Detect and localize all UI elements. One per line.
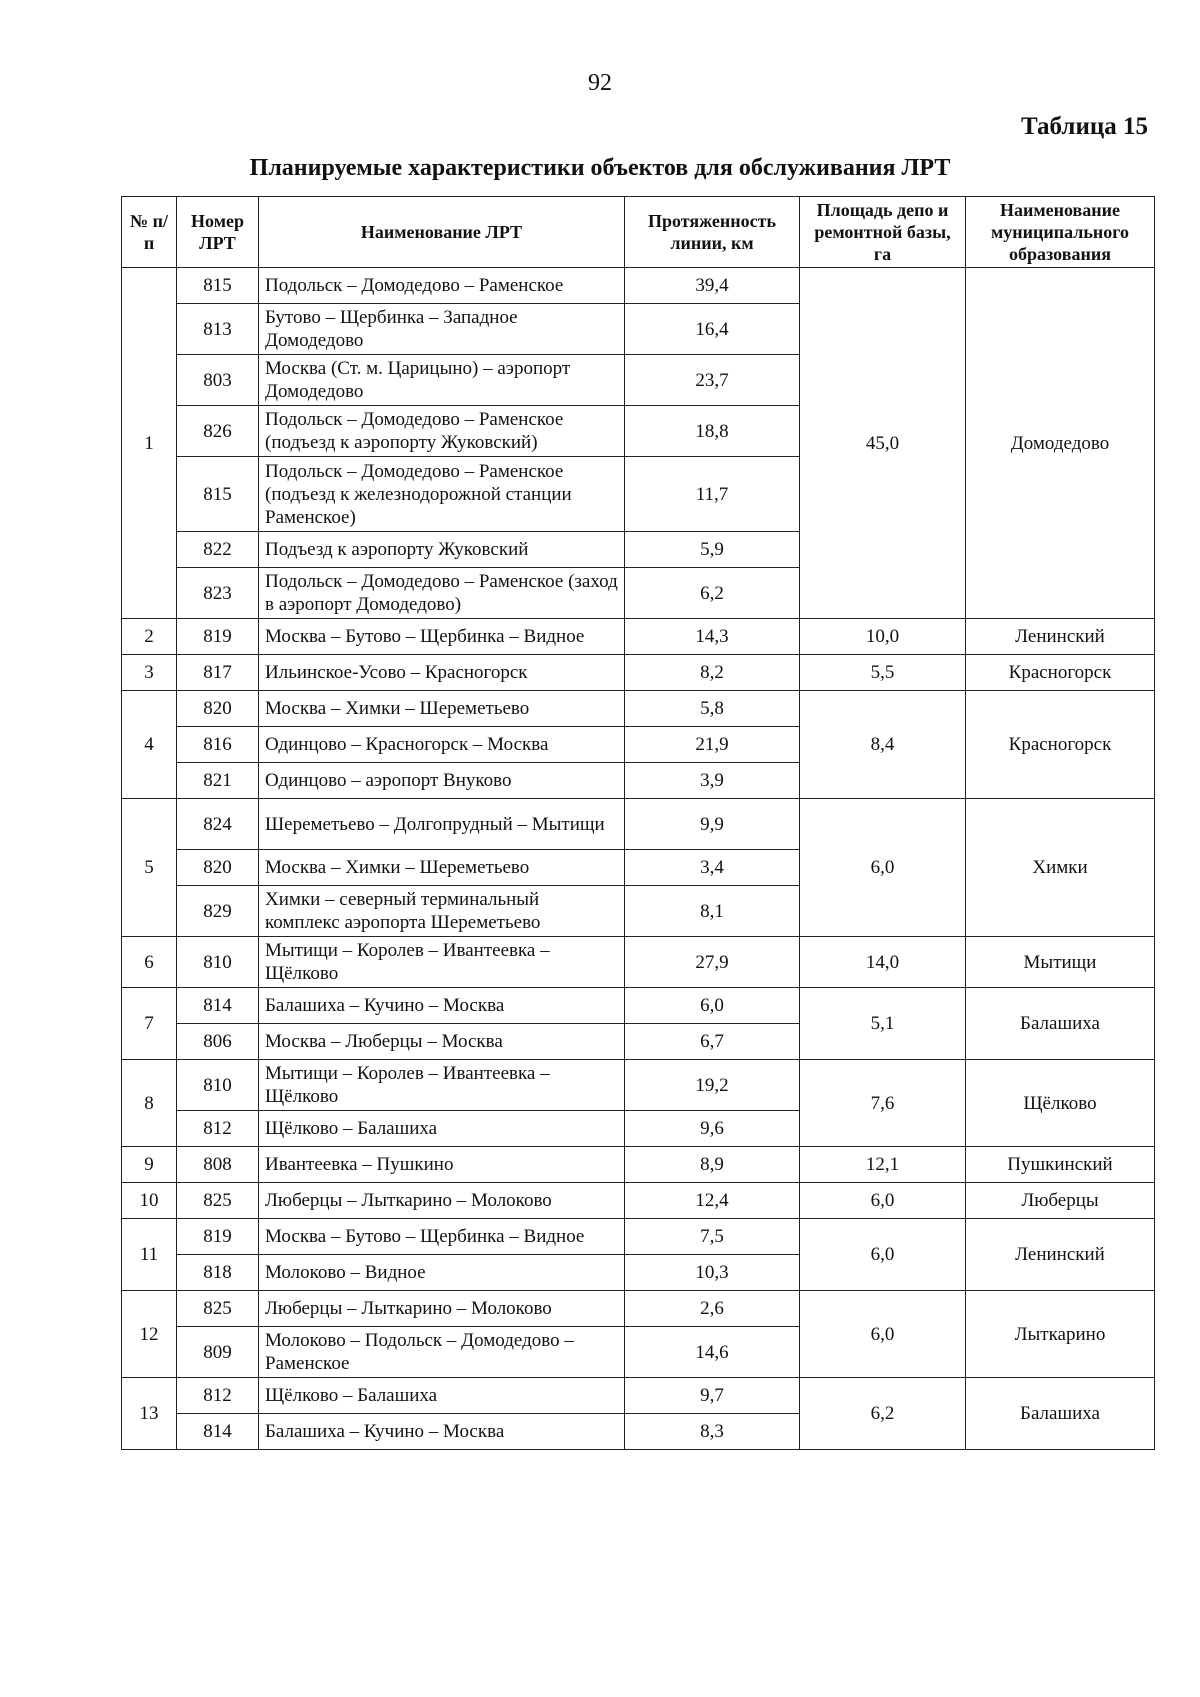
cell-lrt-name: Москва (Ст. м. Царицыно) – аэропорт Домодедово: [259, 355, 625, 406]
cell-lrt-name: Подольск – Домодедово – Раменское (заход в аэропорт Домодедово): [259, 568, 625, 619]
table-row: [122, 1183, 1155, 1219]
cell-length: 6,2: [625, 568, 800, 619]
cell-num: 13: [122, 1378, 177, 1450]
cell-lrt-name: Балашиха – Кучино – Москва: [259, 988, 625, 1024]
table-row: [122, 988, 1155, 1024]
table-label: Таблица 15: [1020, 113, 1148, 140]
cell-lrt-name: Молоково – Видное: [259, 1255, 625, 1291]
cell-depot-area: 5,5: [800, 655, 966, 691]
cell-length: 8,3: [625, 1414, 800, 1450]
cell-lrt-name: Люберцы – Лыткарино – Молоково: [259, 1291, 625, 1327]
table-row: [122, 937, 1155, 988]
header-municipality: Наименование муниципального образования: [966, 197, 1155, 268]
cell-lrt-number: 814: [177, 1414, 259, 1450]
cell-municipality: Щёлково: [966, 1060, 1155, 1147]
cell-lrt-number: 824: [177, 799, 259, 850]
cell-lrt-number: 803: [177, 355, 259, 406]
cell-lrt-number: 812: [177, 1378, 259, 1414]
cell-lrt-number: 810: [177, 1060, 259, 1111]
cell-length: 21,9: [625, 727, 800, 763]
cell-length: 14,3: [625, 619, 800, 655]
cell-length: 7,5: [625, 1219, 800, 1255]
table-row: [122, 1219, 1155, 1255]
table-row: [122, 799, 1155, 850]
cell-lrt-number: 810: [177, 937, 259, 988]
cell-lrt-number: 806: [177, 1024, 259, 1060]
cell-lrt-number: 820: [177, 691, 259, 727]
cell-length: 18,8: [625, 406, 800, 457]
cell-lrt-number: 821: [177, 763, 259, 799]
cell-municipality: Химки: [966, 799, 1155, 937]
header-lrt-number: Номер ЛРТ: [177, 197, 259, 268]
cell-lrt-number: 823: [177, 568, 259, 619]
cell-length: 6,7: [625, 1024, 800, 1060]
cell-num: 6: [122, 937, 177, 988]
cell-lrt-number: 825: [177, 1291, 259, 1327]
cell-length: 6,0: [625, 988, 800, 1024]
cell-length: 19,2: [625, 1060, 800, 1111]
cell-lrt-number: 829: [177, 886, 259, 937]
header-lrt-name: Наименование ЛРТ: [259, 197, 625, 268]
cell-municipality: Люберцы: [966, 1183, 1155, 1219]
cell-lrt-name: Балашиха – Кучино – Москва: [259, 1414, 625, 1450]
cell-depot-area: 6,0: [800, 1291, 966, 1378]
cell-num: 9: [122, 1147, 177, 1183]
cell-lrt-name: Подольск – Домодедово – Раменское (подъезд к аэропорту Жуковский): [259, 406, 625, 457]
cell-depot-area: 6,0: [800, 1183, 966, 1219]
cell-depot-area: 6,2: [800, 1378, 966, 1450]
cell-length: 23,7: [625, 355, 800, 406]
cell-lrt-name: Подъезд к аэропорту Жуковский: [259, 532, 625, 568]
cell-lrt-name: Ивантеевка – Пушкино: [259, 1147, 625, 1183]
cell-lrt-number: 817: [177, 655, 259, 691]
cell-num: 2: [122, 619, 177, 655]
cell-depot-area: 12,1: [800, 1147, 966, 1183]
cell-num: 4: [122, 691, 177, 799]
cell-lrt-name: Люберцы – Лыткарино – Молоково: [259, 1183, 625, 1219]
cell-municipality: Пушкинский: [966, 1147, 1155, 1183]
cell-length: 16,4: [625, 304, 800, 355]
page-number: 92: [588, 70, 612, 96]
cell-depot-area: 5,1: [800, 988, 966, 1060]
cell-length: 9,9: [625, 799, 800, 850]
cell-length: 8,2: [625, 655, 800, 691]
header-length: Протяженность линии, км: [625, 197, 800, 268]
cell-lrt-name: Молоково – Подольск – Домодедово – Раменское: [259, 1327, 625, 1378]
table-body: [122, 268, 1155, 1450]
cell-lrt-name: Москва – Химки – Шереметьево: [259, 691, 625, 727]
cell-length: 9,6: [625, 1111, 800, 1147]
cell-lrt-name: Москва – Химки – Шереметьево: [259, 850, 625, 886]
cell-depot-area: 45,0: [800, 268, 966, 619]
cell-lrt-number: 826: [177, 406, 259, 457]
cell-depot-area: 14,0: [800, 937, 966, 988]
cell-lrt-number: 816: [177, 727, 259, 763]
cell-length: 2,6: [625, 1291, 800, 1327]
cell-lrt-number: 809: [177, 1327, 259, 1378]
cell-municipality: Ленинский: [966, 1219, 1155, 1291]
cell-municipality: Балашиха: [966, 988, 1155, 1060]
cell-length: 5,9: [625, 532, 800, 568]
cell-municipality: Балашиха: [966, 1378, 1155, 1450]
cell-length: 11,7: [625, 457, 800, 532]
lrt-table: [121, 196, 1155, 1450]
table-row: [122, 1147, 1155, 1183]
table-row: [122, 619, 1155, 655]
cell-depot-area: 7,6: [800, 1060, 966, 1147]
cell-lrt-number: 813: [177, 304, 259, 355]
cell-num: 3: [122, 655, 177, 691]
cell-length: 3,4: [625, 850, 800, 886]
table-row: [122, 691, 1155, 727]
cell-length: 3,9: [625, 763, 800, 799]
cell-lrt-name: Химки – северный терминальный комплекс аэропорта Шереметьево: [259, 886, 625, 937]
cell-lrt-name: Москва – Бутово – Щербинка – Видное: [259, 1219, 625, 1255]
cell-num: 5: [122, 799, 177, 937]
cell-num: 10: [122, 1183, 177, 1219]
cell-lrt-number: 812: [177, 1111, 259, 1147]
cell-length: 5,8: [625, 691, 800, 727]
cell-length: 8,9: [625, 1147, 800, 1183]
cell-lrt-number: 814: [177, 988, 259, 1024]
table-row: [122, 268, 1155, 304]
cell-lrt-name: Ильинское-Усово – Красногорск: [259, 655, 625, 691]
cell-lrt-name: Мытищи – Королев – Ивантеевка – Щёлково: [259, 937, 625, 988]
cell-lrt-number: 819: [177, 1219, 259, 1255]
table-row: [122, 1291, 1155, 1327]
cell-lrt-number: 825: [177, 1183, 259, 1219]
cell-length: 39,4: [625, 268, 800, 304]
cell-lrt-number: 808: [177, 1147, 259, 1183]
cell-lrt-name: Подольск – Домодедово – Раменское: [259, 268, 625, 304]
cell-depot-area: 6,0: [800, 1219, 966, 1291]
cell-depot-area: 8,4: [800, 691, 966, 799]
cell-municipality: Красногорск: [966, 691, 1155, 799]
cell-length: 9,7: [625, 1378, 800, 1414]
cell-lrt-number: 815: [177, 268, 259, 304]
header-depot-area: Площадь депо и ремонтной базы, га: [800, 197, 966, 268]
cell-lrt-name: Щёлково – Балашиха: [259, 1378, 625, 1414]
cell-lrt-number: 822: [177, 532, 259, 568]
table-row: [122, 1378, 1155, 1414]
cell-depot-area: 10,0: [800, 619, 966, 655]
table-row: [122, 655, 1155, 691]
cell-lrt-name: Подольск – Домодедово – Раменское (подъезд к железнодорожной станции Раменское): [259, 457, 625, 532]
table-header: [122, 197, 1155, 268]
cell-length: 8,1: [625, 886, 800, 937]
header-num: № п/п: [122, 197, 177, 268]
cell-lrt-name: Бутово – Щербинка – Западное Домодедово: [259, 304, 625, 355]
cell-num: 7: [122, 988, 177, 1060]
cell-lrt-name: Одинцово – аэропорт Внуково: [259, 763, 625, 799]
cell-municipality: Красногорск: [966, 655, 1155, 691]
cell-num: 1: [122, 268, 177, 619]
cell-lrt-name: Москва – Люберцы – Москва: [259, 1024, 625, 1060]
cell-municipality: Лыткарино: [966, 1291, 1155, 1378]
cell-lrt-number: 815: [177, 457, 259, 532]
cell-municipality: Домодедово: [966, 268, 1155, 619]
cell-lrt-number: 819: [177, 619, 259, 655]
cell-num: 12: [122, 1291, 177, 1378]
cell-lrt-name: Москва – Бутово – Щербинка – Видное: [259, 619, 625, 655]
table-row: [122, 1060, 1155, 1111]
cell-lrt-number: 818: [177, 1255, 259, 1291]
cell-lrt-number: 820: [177, 850, 259, 886]
cell-num: 8: [122, 1060, 177, 1147]
cell-num: 11: [122, 1219, 177, 1291]
cell-depot-area: 6,0: [800, 799, 966, 937]
cell-municipality: Мытищи: [966, 937, 1155, 988]
cell-length: 14,6: [625, 1327, 800, 1378]
cell-length: 12,4: [625, 1183, 800, 1219]
cell-length: 10,3: [625, 1255, 800, 1291]
cell-lrt-name: Шереметьево – Долгопрудный – Мытищи: [259, 799, 625, 850]
cell-lrt-name: Одинцово – Красногорск – Москва: [259, 727, 625, 763]
cell-lrt-name: Щёлково – Балашиха: [259, 1111, 625, 1147]
page-title: Планируемые характеристики объектов для обслуживания ЛРТ: [249, 155, 951, 181]
cell-length: 27,9: [625, 937, 800, 988]
cell-lrt-name: Мытищи – Королев – Ивантеевка – Щёлково: [259, 1060, 625, 1111]
cell-municipality: Ленинский: [966, 619, 1155, 655]
